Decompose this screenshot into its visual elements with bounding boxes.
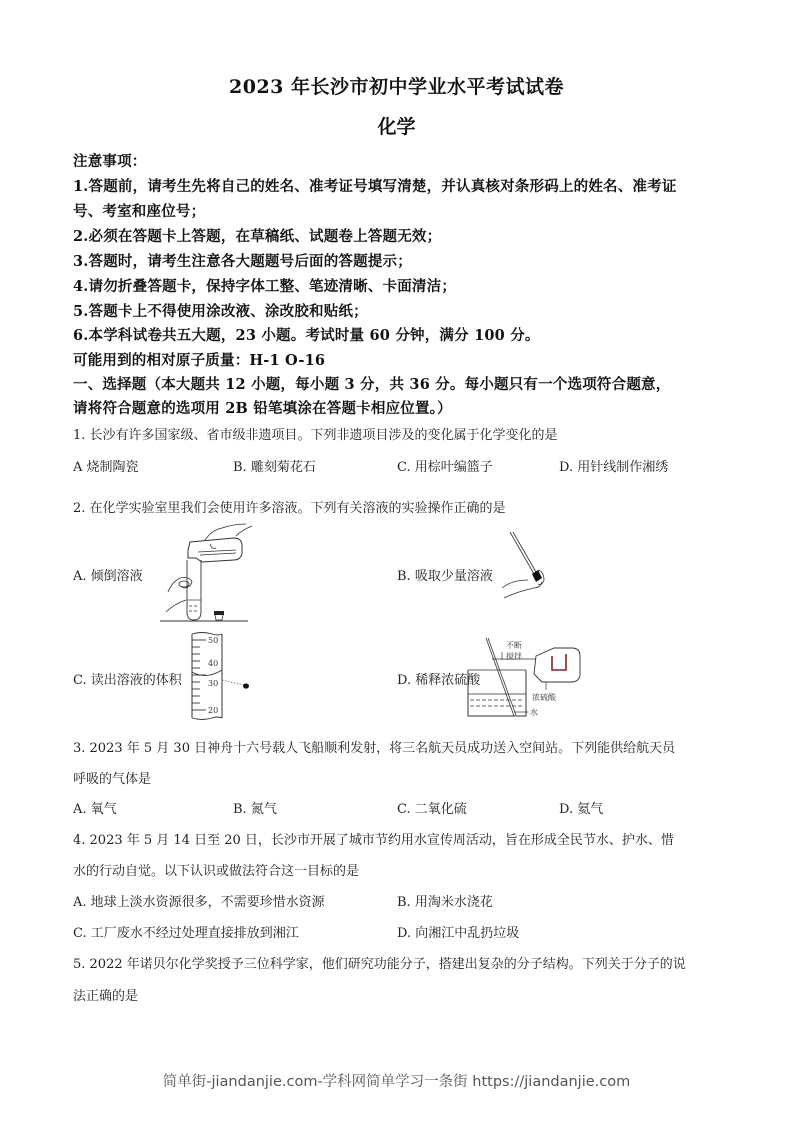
notice-item: 4.请勿折叠答题卡，保持字体工整、笔迹清晰、卡面清洁； (73, 278, 457, 295)
question-3-option-b[interactable]: B. 氮气 (233, 802, 277, 817)
label-stir2: 搅拌 (506, 652, 522, 661)
question-4-option-a[interactable]: A. 地球上淡水资源很多，不需要珍惜水资源 (73, 895, 325, 910)
question-5-stem: 5. 2022 年诺贝尔化学奖授予三位科学家，他们研究功能分子，搭建出复杂的分子结构。下列关于分子的说 (73, 957, 686, 972)
atomic-mass-note: 可能用到的相对原子质量：H-1 O-16 (73, 352, 326, 369)
question-3-option-a[interactable]: A. 氧气 (73, 802, 117, 817)
question-2-option-b[interactable]: B. 吸取少量溶液 (397, 569, 493, 584)
question-1-option-c[interactable]: C. 用棕叶编篮子 (397, 460, 493, 475)
question-3-stem: 3. 2023 年 5 月 30 日神舟十六号载人飞船顺利发射，将三名航天员成功送入空间站。下列能供给航天员 (73, 741, 676, 756)
cylinder-tick-30: 30 (208, 679, 219, 688)
notice-item: 6.本学科试卷共五大题，23 小题。考试时量 60 分钟，满分 100 分。 (73, 327, 540, 344)
dilute-acid-figure (462, 632, 582, 722)
question-1-option-b[interactable]: B. 雕刻菊花石 (233, 460, 316, 475)
exam-subject: 化学 (377, 116, 416, 138)
question-2-option-a[interactable]: A. 倾倒溶液 (73, 569, 143, 584)
cylinder-tick-50: 50 (208, 636, 219, 645)
section-heading-cont: 请将符合题意的选项用 2B 铅笔填涂在答题卡相应位置。） (73, 400, 452, 417)
question-4-stem-cont: 水的行动自觉。以下认识或做法符合这一目标的是 (73, 864, 360, 879)
cylinder-tick-20: 20 (208, 706, 219, 715)
question-3-stem-cont: 呼吸的气体是 (73, 772, 152, 787)
question-4-stem: 4. 2023 年 5 月 14 日至 20 日，长沙市开展了城市节约用水宣传周活动，旨在形成全民节水、护水、惜 (73, 833, 674, 848)
question-2-option-d[interactable]: D. 稀释浓硫酸 (397, 673, 481, 688)
question-3-option-c[interactable]: C. 二氧化硫 (397, 802, 467, 817)
exam-title: 2023 年长沙市初中学业水平考试试卷 (229, 76, 564, 98)
label-water: 水 (530, 708, 538, 717)
question-1-option-d[interactable]: D. 用针线制作湘绣 (559, 460, 669, 475)
question-5-stem-cont: 法正确的是 (73, 989, 139, 1004)
question-1-stem: 1. 长沙有许多国家级、省市级非遗项目。下列非遗项目涉及的变化属于化学变化的是 (73, 428, 558, 443)
footer-watermark: 简单街-jiandanjie.com-学科网简单学习一条街 https://jiandanjie.com (162, 1074, 631, 1090)
notice-item: 1.答题前，请考生先将自己的姓名、准考证号填写清楚，并认真核对条形码上的姓名、准考证 (73, 178, 677, 195)
question-2-stem: 2. 在化学实验室里我们会使用许多溶液。下列有关溶液的实验操作正确的是 (73, 501, 506, 516)
eye-icon (243, 683, 249, 688)
question-2-option-c[interactable]: C. 读出溶液的体积 (73, 673, 182, 688)
cylinder-tick-40: 40 (208, 659, 219, 668)
notice-item: 3.答题时，请考生注意各大题题号后面的答题提示； (73, 253, 412, 270)
label-stir: 不断 (506, 641, 522, 650)
notice-item: 2.必须在答题卡上答题，在草稿纸、试题卷上答题无效； (73, 228, 442, 245)
section-heading: 一、选择题（本大题共 12 小题，每小题 3 分，共 36 分。每小题只有一个选项符合题意， (73, 376, 671, 393)
dropper-figure (498, 530, 558, 605)
label-concentrated-acid: 浓硫酸 (532, 693, 556, 702)
pour-solution-figure (150, 520, 260, 625)
question-1-option-a[interactable]: A 烧制陶瓷 (73, 460, 139, 475)
question-3-option-d[interactable]: D. 氦气 (559, 802, 604, 817)
question-4-option-c[interactable]: C. 工厂废水不经过处理直接排放到湘江 (73, 926, 299, 941)
notice-item: 号、考室和座位号； (73, 203, 206, 220)
question-4-option-b[interactable]: B. 用淘米水浇花 (397, 895, 493, 910)
notice-heading: 注意事项： (73, 153, 147, 170)
notice-item: 5.答题卡上不得使用涂改液、涂改胶和贴纸； (73, 303, 368, 320)
question-4-option-d[interactable]: D. 向湘江中乱扔垃圾 (397, 926, 520, 941)
graduated-cylinder-figure (188, 630, 268, 722)
